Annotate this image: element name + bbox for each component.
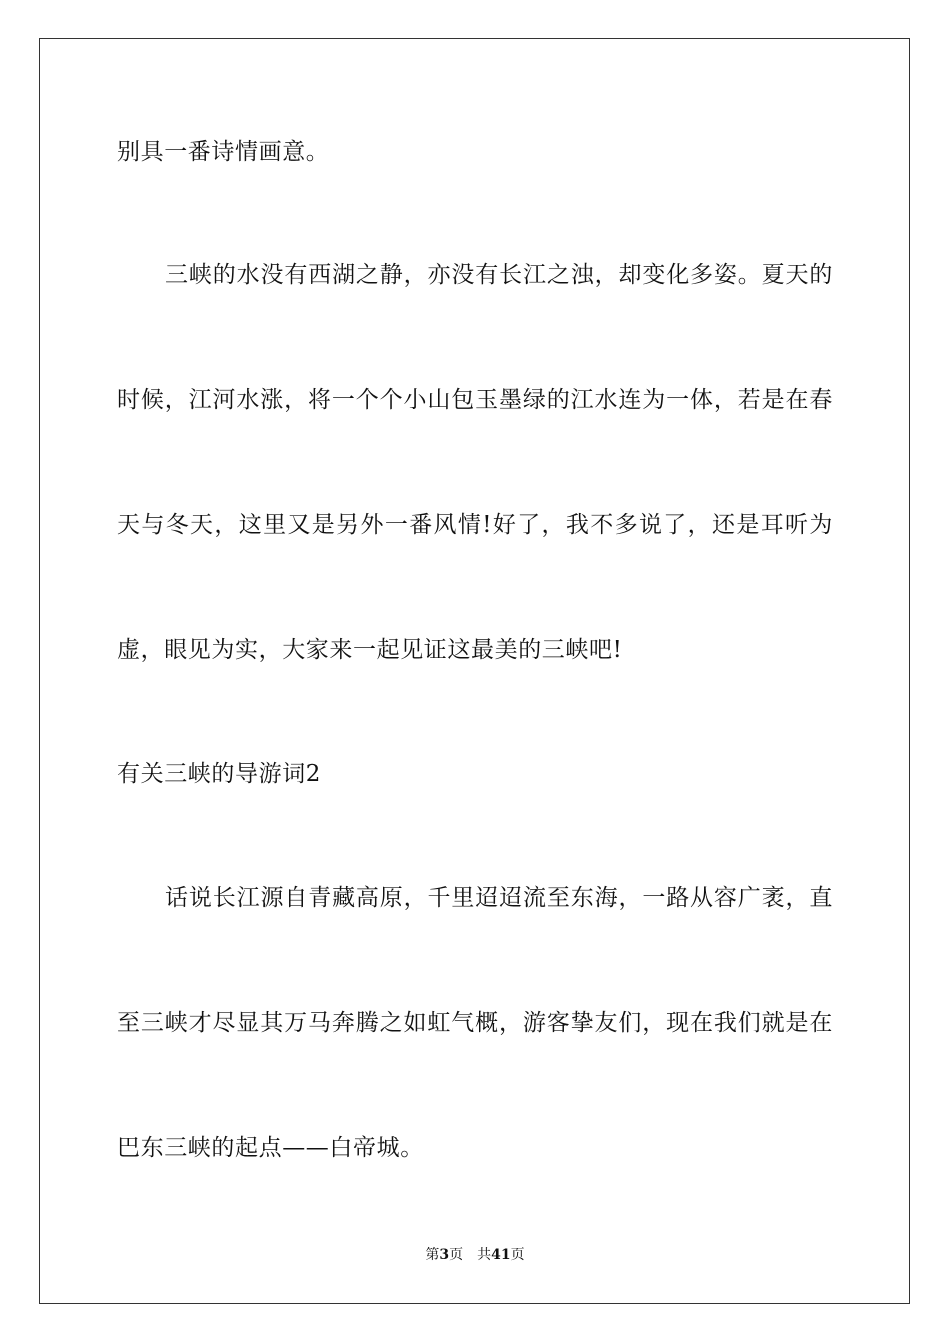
page-footer: [0, 1246, 950, 1264]
paragraph-line: 至三峡才尽显其万马奔腾之如虹气概，游客挚友们，现在我们就是在: [117, 1010, 833, 1036]
footer-total-suffix: 页: [510, 1247, 525, 1263]
paragraph-line: 巴东三峡的起点——白帝城。: [117, 1135, 424, 1161]
paragraph-line: 话说长江源自青藏高原，千里迢迢流至东海，一路从容广袤，直: [165, 885, 833, 911]
footer-page-prefix: 第: [425, 1247, 440, 1263]
footer-total-pages: 41: [491, 1247, 511, 1263]
paragraph-line: 别具一番诗情画意。: [117, 139, 330, 165]
page-border: [39, 38, 910, 1304]
footer-page-number: 3: [439, 1247, 450, 1263]
footer-page-suffix: 页: [449, 1247, 464, 1263]
footer-total-prefix: 共: [477, 1247, 492, 1263]
paragraph-line: 天与冬天，这里又是另外一番风情!好了，我不多说了，还是耳听为: [117, 512, 833, 538]
paragraph-line: 时候，江河水涨，将一个个小山包玉墨绿的江水连为一体，若是在春: [117, 387, 833, 413]
paragraph-line: 三峡的水没有西湖之静，亦没有长江之浊，却变化多姿。夏天的: [165, 262, 833, 288]
section-heading: 有关三峡的导游词2: [117, 761, 322, 787]
paragraph-line: 虚，眼见为实，大家来一起见证这最美的三峡吧!: [117, 637, 623, 663]
